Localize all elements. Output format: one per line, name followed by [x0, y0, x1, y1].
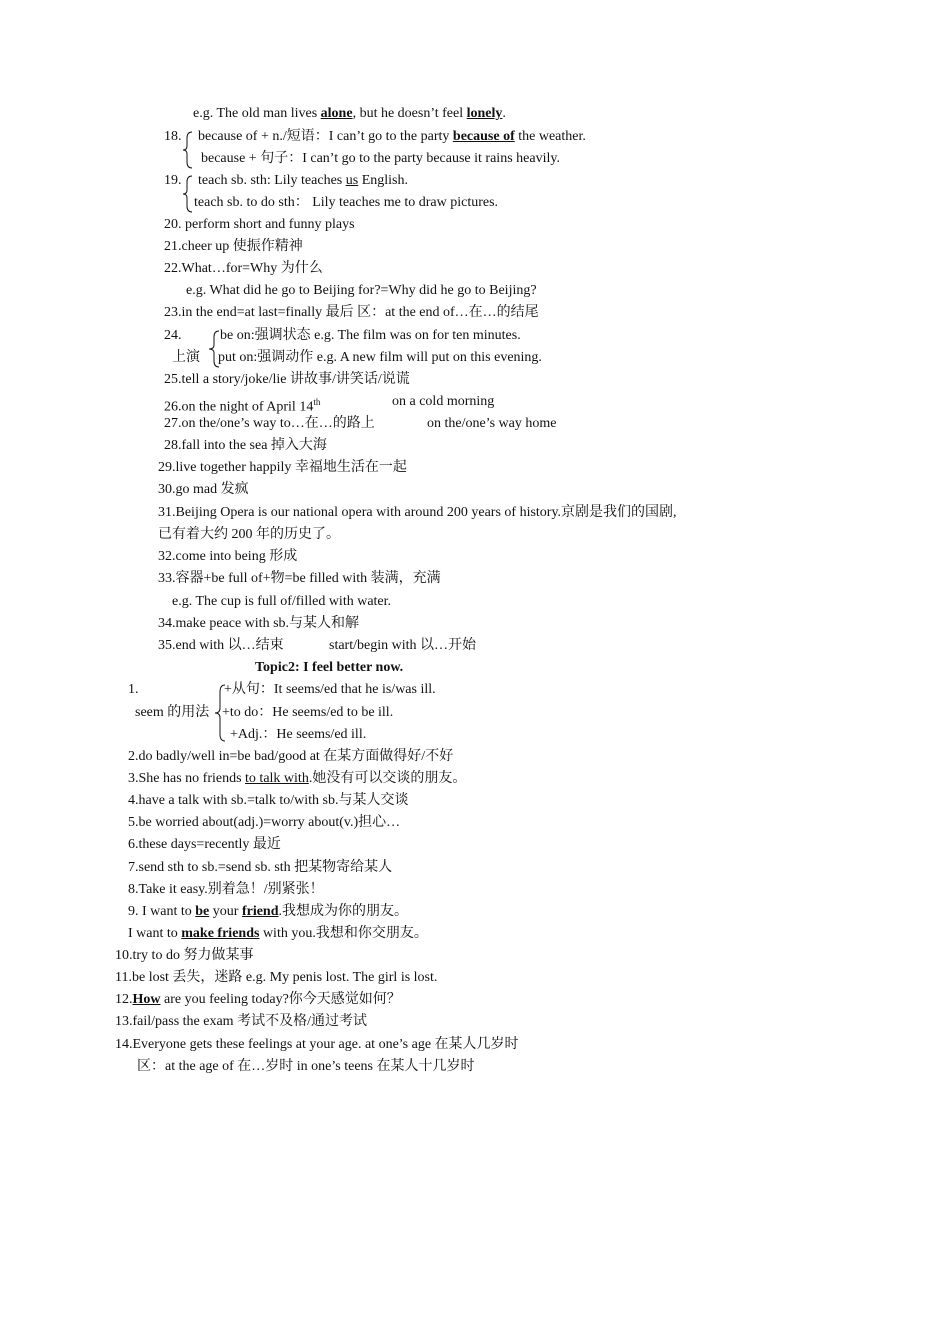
item-26-b: on a cold morning: [392, 394, 495, 409]
item-35: 35.end with 以…结束: [158, 638, 284, 653]
text: 12.: [115, 992, 133, 1007]
t-item-10: 10.try to do 努力做某事: [115, 948, 254, 963]
t-item-7: 7.send sth to sb.=send sb. sth 把某物寄给某人: [128, 860, 393, 875]
emphasis-because-of: because of: [452, 129, 515, 144]
text: , but he doesn’t feel: [352, 106, 467, 121]
t-item-number-1: 1.: [128, 682, 139, 697]
t-item-1-line-2: +to do：He seems/ed to be ill.: [222, 705, 394, 720]
text: teach sb. sth: Lily teaches: [198, 173, 346, 188]
item-20: 20. perform short and funny plays: [164, 217, 355, 232]
item-26: [164, 393, 320, 417]
t-item-11: 11.be lost 丢失，迷路 e.g. My penis lost. The girl is lost.: [115, 970, 438, 985]
emphasis-us: us: [345, 173, 359, 188]
item-22-example: e.g. What did he go to Beijing for?=Why did he go to Beijing?: [186, 283, 537, 298]
t-item-9-b: [128, 925, 428, 943]
item-19-line-2: teach sb. to do sth： Lily teaches me to draw pictures.: [194, 195, 499, 210]
item-19-line-1: [198, 172, 408, 190]
text: English.: [358, 173, 408, 188]
brace-18: [181, 131, 195, 169]
emphasis-make-friends: make friends: [181, 926, 260, 941]
item-27: 27.on the/one’s way to…在…的路上: [164, 416, 375, 431]
item-29: 29.live together happily 幸福地生活在一起: [158, 460, 407, 475]
item-23: 23.in the end=at last=finally 最后 区：at the end of…在…的结尾: [164, 305, 539, 320]
t-item-1-line-3: +Adj.：He seems/ed ill.: [230, 727, 367, 742]
text: the weather.: [514, 129, 586, 144]
item-24-line-1: be on:强调状态 e.g. The film was on for ten minutes.: [220, 328, 521, 343]
item-24-label: 上演: [172, 350, 200, 365]
emphasis-be: be: [195, 904, 210, 919]
item-number-18: 18.: [164, 129, 182, 144]
t-item-5: 5.be worried about(adj.)=worry about(v.)担心…: [128, 815, 401, 830]
t-item-1-line-1: +从句：It seems/ed that he is/was ill.: [224, 682, 436, 697]
t-item-14-b: 区：at the age of 在…岁时 in one’s teens 在某人十几岁时: [137, 1059, 475, 1074]
example-line-alone: [193, 105, 506, 123]
text: your: [209, 904, 242, 919]
emphasis-how: How: [132, 992, 161, 1007]
text: .她没有可以交谈的朋友。: [308, 771, 467, 786]
text: .: [502, 106, 506, 121]
item-27-b: on the/one’s way home: [427, 416, 557, 431]
t-item-13: 13.fail/pass the exam 考试不及格/通过考试: [115, 1014, 367, 1029]
t-item-4: 4.have a talk with sb.=talk to/with sb.与某人交谈: [128, 793, 409, 808]
item-30: 30.go mad 发疯: [158, 482, 249, 497]
superscript: th: [313, 397, 321, 407]
item-33: 33.容器+be full of+物=be filled with 装满，充满: [158, 571, 441, 586]
item-33-example: e.g. The cup is full of/filled with water.: [172, 594, 392, 609]
t-item-1-label: seem 的用法: [135, 705, 210, 720]
text: I want to: [128, 926, 182, 941]
item-28: 28.fall into the sea 掉入大海: [164, 438, 327, 453]
emphasis-alone: alone: [320, 106, 353, 121]
item-32: 32.come into being 形成: [158, 549, 298, 564]
text: are you feeling today?你今天感觉如何？: [160, 992, 401, 1007]
emphasis-friend: friend: [241, 904, 279, 919]
t-item-9: [128, 903, 408, 921]
item-35-b: start/begin with 以…开始: [329, 638, 476, 653]
item-25: 25.tell a story/joke/lie 讲故事/讲笑话/说谎: [164, 372, 410, 387]
text: .我想成为你的朋友。: [278, 904, 408, 919]
emphasis-to-talk-with: to talk with: [245, 771, 309, 786]
item-18-line-1: [198, 128, 586, 146]
item-22: 22.What…for=Why 为什么: [164, 261, 323, 276]
item-18-line-2: because + 句子：I can’t go to the party because it rains heavily.: [201, 151, 560, 166]
t-item-3: [128, 770, 466, 788]
t-item-14: 14.Everyone gets these feelings at your age. at one’s age 在某人几岁时: [115, 1037, 519, 1052]
text: 3.She has no friends: [128, 771, 246, 786]
item-31: 31.Beijing Opera is our national opera with around 200 years of history.京剧是我们的国剧,: [158, 505, 677, 520]
item-21: 21.cheer up 使振作精神: [164, 239, 303, 254]
text: e.g. The old man lives: [193, 106, 321, 121]
item-31-cont: 已有着大约 200 年的历史了。: [158, 527, 340, 542]
t-item-6: 6.these days=recently 最近: [128, 837, 281, 852]
emphasis-lonely: lonely: [466, 106, 503, 121]
item-24-line-2: put on:强调动作 e.g. A new film will put on this evening.: [218, 350, 542, 365]
text: 9. I want to: [128, 904, 196, 919]
text: because of + n./短语：I can’t go to the party: [198, 129, 453, 144]
text: 26.on the night of April 14: [164, 399, 314, 415]
t-item-2: 2.do badly/well in=be bad/good at 在某方面做得好/不好: [128, 749, 454, 764]
brace-19: [181, 175, 195, 213]
topic-heading: Topic2: I feel better now.: [255, 660, 404, 675]
item-34: 34.make peace with sb.与某人和解: [158, 616, 360, 631]
t-item-8: 8.Take it easy.别着急！/别紧张！: [128, 882, 324, 897]
text: with you.我想和你交朋友。: [259, 926, 428, 941]
t-item-12: [115, 991, 401, 1009]
item-number-24: 24.: [164, 328, 182, 343]
item-number-19: 19.: [164, 173, 182, 188]
